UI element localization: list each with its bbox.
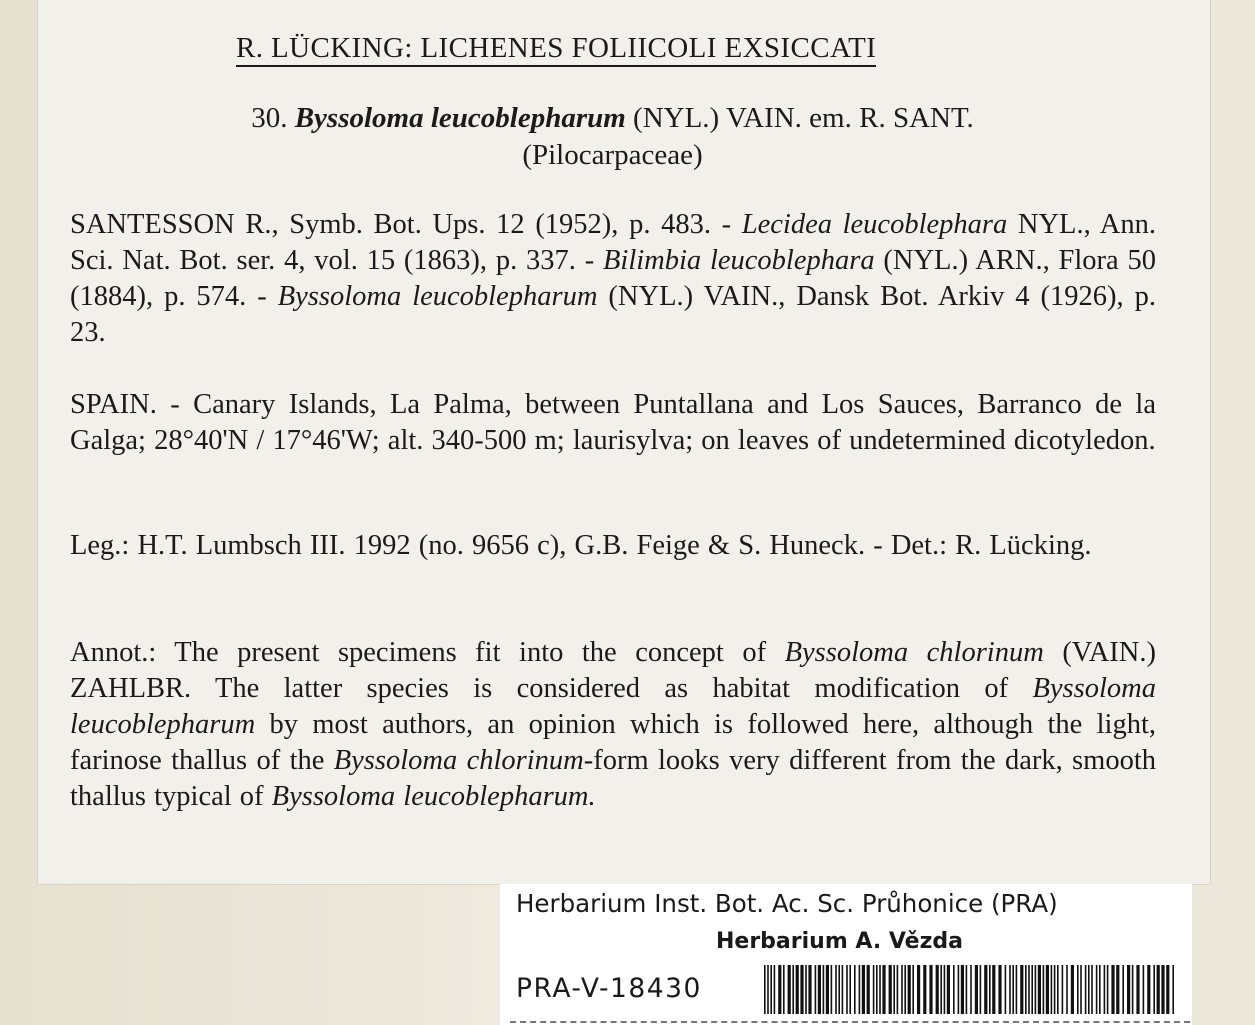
barcode-bar (961, 965, 964, 1014)
barcode-bar (1005, 965, 1007, 1014)
barcode-bar (953, 965, 955, 1014)
barcode-bar (1127, 965, 1130, 1014)
barcode-bar (980, 965, 982, 1014)
barcode-bar (936, 965, 939, 1014)
barcode-bar (849, 965, 851, 1014)
barcode-bar (923, 965, 926, 1014)
barcode-bar (1132, 965, 1134, 1014)
barcode-bar (1111, 965, 1114, 1014)
barcode-bar (826, 965, 829, 1014)
reference-taxon: Byssoloma leucoblepharum (277, 281, 598, 312)
reference-part: (NYL.) VAIN., Dansk Bot. Arkiv 4 (1926), p. 23. (70, 281, 1156, 348)
barcode-bar (1143, 965, 1145, 1014)
species-name: Byssoloma leucoblepharum (294, 102, 626, 134)
annotation-paragraph (70, 635, 1156, 815)
label-title: R. LÜCKING: LICHENES FOLIICOLI EXSICCATI (236, 31, 876, 67)
barcode-bar (838, 965, 840, 1014)
barcode-bar (859, 965, 861, 1014)
barcode-bar (1046, 965, 1049, 1014)
barcode-bar (1107, 965, 1109, 1014)
barcode-bar (1157, 965, 1160, 1014)
barcode-bar (1136, 965, 1139, 1014)
barcode-bar (835, 965, 837, 1014)
barcode-bar (1099, 965, 1101, 1014)
barcode-bar (770, 965, 772, 1014)
barcode-bar (867, 965, 870, 1014)
institution-name: Herbarium Inst. Bot. Ac. Sc. Průhonice (PRA) (516, 889, 1058, 918)
barcode-bar (846, 965, 848, 1014)
barcode-bar (1009, 965, 1011, 1014)
annotation-taxon: Byssoloma chlorinum (784, 637, 1044, 668)
barcode-bar (989, 965, 991, 1014)
barcode-bar (958, 965, 960, 1014)
barcode-bar (792, 965, 794, 1014)
barcode-bar (831, 965, 833, 1014)
barcode-bar (984, 965, 987, 1014)
barcode-bar (944, 965, 946, 1014)
barcode-bar (1116, 965, 1119, 1014)
reference-part: NYL., Ann. Sci. Nat. Bot. ser. 4, vol. 15 (1863), p. 337. - (70, 209, 1156, 276)
barcode-bar (1054, 965, 1056, 1014)
barcode-bar (1016, 965, 1018, 1014)
barcode-bar (1066, 965, 1068, 1014)
barcode-bar (947, 965, 950, 1014)
barcode-bar (975, 965, 978, 1014)
barcode-bar (879, 965, 881, 1014)
barcode-bar (1153, 965, 1155, 1014)
annotation-part: Annot.: The present specimens fit into the concept of (70, 637, 785, 668)
barcode-bar (842, 965, 844, 1014)
barcode-bar (778, 965, 781, 1014)
species-authority: (NYL.) VAIN. em. R. SANT. (633, 102, 974, 134)
barcode-bar (1057, 965, 1059, 1014)
barcode-bar (1043, 965, 1045, 1014)
species-heading (0, 101, 1225, 135)
annotation-taxon: Byssoloma leucoblepharum. (271, 781, 596, 812)
barcode-bar (1091, 965, 1093, 1014)
barcode-bar (764, 965, 766, 1014)
barcode-bar (862, 965, 865, 1014)
barcode-bar (1085, 965, 1087, 1014)
barcode-bar (1051, 965, 1053, 1014)
barcode-bar (966, 965, 968, 1014)
barcode-bar (904, 965, 906, 1014)
barcode-bar (1172, 965, 1174, 1014)
barcode-bar (901, 965, 903, 1014)
barcode-bar (908, 965, 911, 1014)
barcode-bar (889, 965, 892, 1014)
barcode-bar (1031, 965, 1033, 1014)
barcode-bar (917, 965, 920, 1014)
barcode-bar (1025, 965, 1027, 1014)
barcode-bar (1035, 965, 1037, 1014)
collector-paragraph: Leg.: H.T. Lumbsch III. 1992 (no. 9656 c), G.B. Feige & S. Huneck. - Det.: R. Lücking. (70, 530, 1092, 561)
barcode-bar (893, 965, 895, 1014)
barcode-bar (940, 965, 942, 1014)
barcode-bar (992, 965, 995, 1014)
barcode-graphic (764, 965, 1176, 1014)
barcode-bar (808, 965, 811, 1014)
barcode-bar (1104, 965, 1106, 1014)
barcode-bar (1161, 965, 1164, 1014)
barcode-bar (873, 965, 875, 1014)
reference-part: (NYL.) ARN., Flora 50 (1884), p. 574. - (70, 245, 1156, 312)
barcode-bar (815, 965, 817, 1014)
cut-line (510, 1021, 1190, 1023)
barcode-bar (1147, 965, 1150, 1014)
barcode-bar (805, 965, 807, 1014)
barcode-bar (1096, 965, 1098, 1014)
barcode-bar (998, 965, 1001, 1014)
barcode-bar (1077, 965, 1079, 1014)
locality-paragraph: SPAIN. - Canary Islands, La Palma, between Puntallana and Los Sauces, Barranco de la Galga; 28°40'N / 17°46'W; alt. 340-500 m; laurisylva; on leaves of undetermined dicotyledon. (70, 389, 1156, 456)
barcode-bar (796, 965, 799, 1014)
barcode-bar (823, 965, 825, 1014)
barcode-bar (1012, 965, 1014, 1014)
annotation-taxon: Byssoloma leucoblepharum (70, 673, 1156, 740)
barcode-bar (818, 965, 821, 1014)
annotation-taxon: Byssoloma chlorinum (333, 745, 584, 776)
barcode-bar (800, 965, 803, 1014)
species-number: 30. (251, 102, 288, 134)
species-family: (Pilocarpaceae) (522, 139, 703, 171)
reference-taxon: Bilimbia leucoblephara (603, 245, 875, 276)
barcode-bar (1028, 965, 1030, 1014)
barcode-bar (788, 965, 791, 1014)
barcode-bar (970, 965, 972, 1014)
specimen-code: PRA-V-18430 (516, 973, 702, 1004)
barcode-bar (876, 965, 878, 1014)
barcode-bar (929, 965, 932, 1014)
barcode-bar (1166, 965, 1169, 1014)
annotation-part: -form looks very different from the dark, smooth thallus typical of (70, 745, 1156, 812)
barcode-bar (1071, 965, 1074, 1014)
reference-part: SANTESSON R., Symb. Bot. Ups. 12 (1952), p. 483. - (70, 209, 742, 240)
barcode-bar (912, 965, 914, 1014)
barcode-bar (783, 965, 785, 1014)
barcode-bar (1062, 965, 1064, 1014)
references-paragraph (70, 207, 1156, 351)
reference-taxon: Lecidea leucoblephara (741, 209, 1008, 240)
barcode-bar (1020, 965, 1023, 1014)
annotation-part: (VAIN.) ZAHLBR. The latter species is considered as habitat modification of (70, 637, 1156, 704)
collection-name: Herbarium A. Vězda (716, 929, 964, 954)
barcode-bar (1080, 965, 1082, 1014)
barcode-bar (1088, 965, 1090, 1014)
barcode-bar (1122, 965, 1124, 1014)
barcode-bar (774, 965, 776, 1014)
barcode-bar (882, 965, 885, 1014)
barcode-bar (767, 965, 769, 1014)
barcode-bar (897, 965, 899, 1014)
barcode-bar (1038, 965, 1041, 1014)
annotation-part: by most authors, an opinion which is followed here, although the light, farinose thallus of the (70, 709, 1156, 776)
barcode-bar (854, 965, 856, 1014)
